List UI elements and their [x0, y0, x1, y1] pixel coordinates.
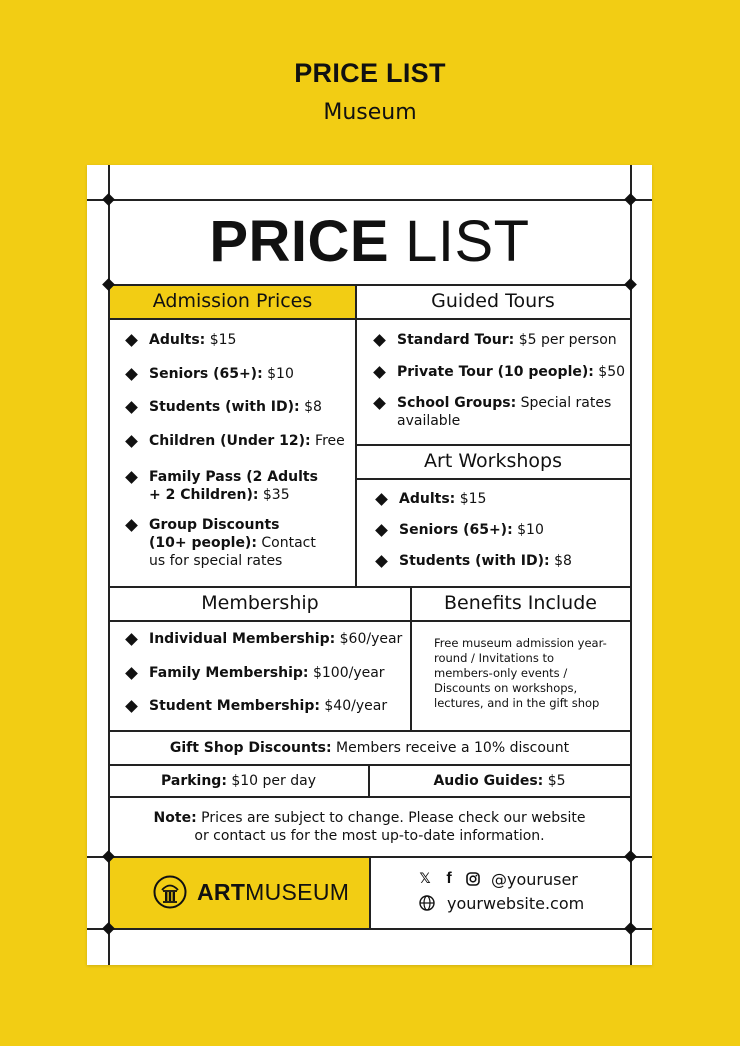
bullet-diamond [125, 471, 138, 484]
divider-footer [369, 856, 371, 928]
list-item: Children (Under 12): Free [149, 432, 349, 450]
list-item: Students (with ID): $8 [399, 552, 624, 570]
corner-diamond [624, 850, 637, 863]
bullet-diamond [125, 401, 138, 414]
line-under-membership [109, 620, 630, 622]
bullet-diamond [125, 667, 138, 680]
logo [153, 875, 349, 909]
bullet-diamond [375, 555, 388, 568]
list-item: Seniors (65+): $10 [149, 365, 339, 383]
benefits-heading: Benefits Include [444, 592, 597, 614]
bullet-diamond [375, 493, 388, 506]
list-item: Adults: $15 [399, 490, 624, 508]
list-item: Student Membership: $40/year [149, 697, 407, 715]
logo-text: ARTMUSEUM [197, 878, 350, 905]
card-title [109, 199, 630, 284]
globe-icon [417, 893, 437, 913]
list-item: Group Discounts (10+ people): Contact us for special rates [149, 516, 321, 570]
list-item: Individual Membership: $60/year [149, 630, 407, 648]
bullet-diamond [373, 366, 386, 379]
benefits-text: Free museum admission year-round / Invitations to members-only events / Discounts on workshops, lectures, and in the gift shop [434, 636, 607, 710]
instagram-icon[interactable] [463, 869, 483, 889]
list-item: Students (with ID): $8 [149, 398, 339, 416]
list-item: Family Membership: $100/year [149, 664, 407, 682]
bullet-diamond [125, 334, 138, 347]
bullet-diamond [125, 700, 138, 713]
bullet-diamond [375, 524, 388, 537]
museum-logo-icon [153, 875, 187, 909]
bullet-diamond [373, 334, 386, 347]
social-handle[interactable]: @youruser [491, 869, 578, 889]
admission-heading: Admission Prices [152, 290, 313, 312]
card-title-normal: LIST [405, 209, 530, 274]
frame-line-bottom [87, 928, 652, 930]
audio-guides-cell: Audio Guides: $5 [433, 772, 566, 789]
list-item: Adults: $15 [149, 331, 339, 349]
line-under-headings [109, 318, 630, 320]
bullet-diamond [125, 519, 138, 532]
bullet-diamond [125, 633, 138, 646]
x-icon[interactable]: 𝕏 [419, 871, 431, 887]
bullet-diamond [125, 368, 138, 381]
workshops-heading: Art Workshops [424, 450, 562, 472]
bullet-diamond [125, 435, 138, 448]
social-row [415, 869, 578, 889]
list-item: Family Pass (2 Adults + 2 Children): $35 [149, 468, 321, 504]
line-under-workshops [356, 478, 630, 480]
list-item: Private Tour (10 people): $50 [397, 363, 627, 381]
corner-diamond [624, 922, 637, 935]
parking-cell: Parking: $10 per day [160, 772, 317, 789]
website-row [417, 893, 584, 913]
header-subtitle: Museum [323, 100, 417, 125]
website-link[interactable]: yourwebsite.com [447, 893, 585, 913]
list-item: School Groups: Special rates available [397, 394, 622, 430]
price-list-card [87, 165, 652, 965]
note-row: Note: Prices are subject to change. Please check our website or contact us for the most up-to-date information. [153, 809, 586, 844]
divider-admission-tours [355, 284, 357, 586]
card-title-bold: PRICE [209, 209, 390, 274]
gift-shop-row: Gift Shop Discounts: Members receive a 10% discount [169, 739, 570, 756]
membership-heading: Membership [201, 592, 319, 614]
list-item: Standard Tour: $5 per person [397, 331, 627, 349]
bullet-diamond [373, 397, 386, 410]
header-title: PRICE LIST [294, 58, 446, 88]
list-item: Seniors (65+): $10 [399, 521, 624, 539]
tours-heading: Guided Tours [431, 290, 555, 312]
facebook-icon[interactable]: f [446, 870, 452, 887]
